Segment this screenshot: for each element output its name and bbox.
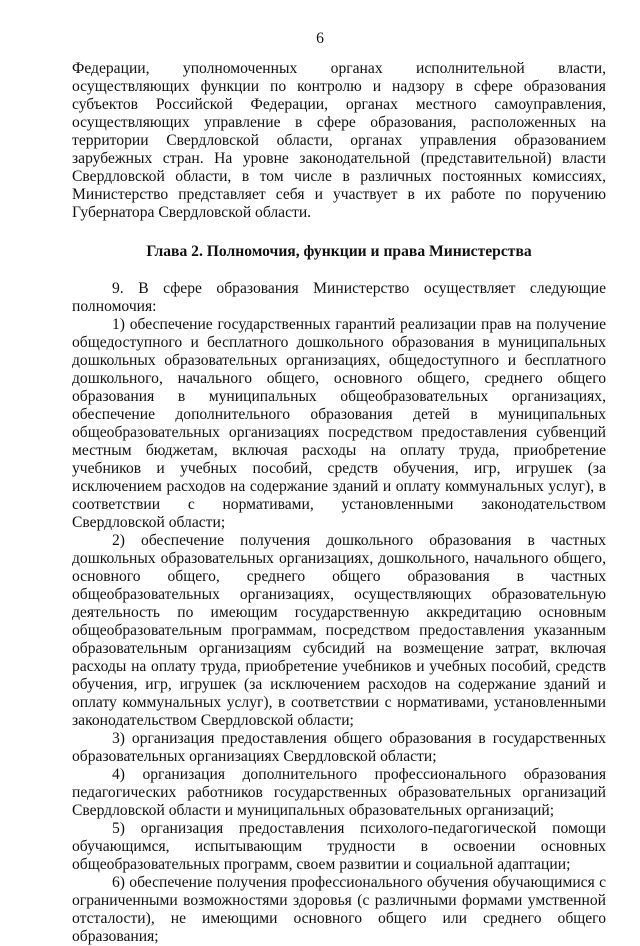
list-item: 6) обеспечение получения профессионального обучения обучающимися с ограниченными возможностями здоровья (с различными формами умственной отсталости), не имеющими основного общего или среднего общего образования; bbox=[72, 874, 606, 945]
chapter-title: Глава 2. Полномочия, функции и права Министерства bbox=[146, 243, 532, 260]
document-body bbox=[72, 60, 606, 946]
intro-paragraph: Федерации, уполномоченных органах исполнительной власти, осуществляющих функции по контролю и надзору в сфере образования субъектов Российской Федерации, органах местного самоуправления, осуществляющих управление в сфере образования, расположенных на территории Свердловской области, органах управления образованием зарубежных стран. На уровне законодательной (представительной) власти Свердловской области, в том числе в различных постоянных комиссиях, Министерство представляет себя и участвует в их работе по поручению Губернатора Свердловской области. bbox=[72, 60, 606, 221]
list-item: 3) организация предоставления общего образования в государственных образовательных организациях Свердловской области; bbox=[72, 730, 606, 765]
list-item: 4) организация дополнительного профессионального образования педагогических работников государственных образовательных организаций Свердловской области и муниципальных образовательных организаций; bbox=[72, 766, 606, 819]
list-item: 2) обеспечение получения дошкольного образования в частных дошкольных образовательных организациях, дошкольного, начального общего, основного общего, среднего общего образования в частных общеобразовательных организациях, осуществляющих образовательную деятельность по имеющим государственную аккредитацию основным общеобразовательным программам, посредством предоставления указанным образовательным организациям субсидий на возмещение затрат, включая расходы на оплату труда, приобретение учебников и учебных пособий, средств обучения, игр, игрушек (за исключением расходов на содержание зданий и оплату коммунальных услуг), в соответствии с нормативами, установленными законодательством Свердловской области; bbox=[72, 532, 606, 729]
section-intro: 9. В сфере образования Министерство осуществляет следующие полномочия: bbox=[72, 280, 606, 315]
list-item: 1) обеспечение государственных гарантий реализации прав на получение общедоступного и бесплатного дошкольного образования в муниципальных дошкольных образовательных организациях, общедоступного и бесплатного дошкольного, начального общего, основного общего, среднего общего образования в муниципальных общеобразовательных организациях, обеспечение дополнительного образования детей в муниципальных общеобразовательных организациях посредством предоставления субвенций местным бюджетам, включая расходы на оплату труда, приобретение учебников и учебных пособий, средств обучения, игр, игрушек (за исключением расходов на содержание зданий и оплату коммунальных услуг), в соответствии с нормативами, установленными законодательством Свердловской области; bbox=[72, 316, 606, 531]
list-item: 5) организация предоставления психолого-педагогической помощи обучающимся, испытывающим трудности в освоении основных общеобразовательных программ, своем развитии и социальной адаптации; bbox=[72, 820, 606, 873]
page-number: 6 bbox=[316, 30, 324, 47]
